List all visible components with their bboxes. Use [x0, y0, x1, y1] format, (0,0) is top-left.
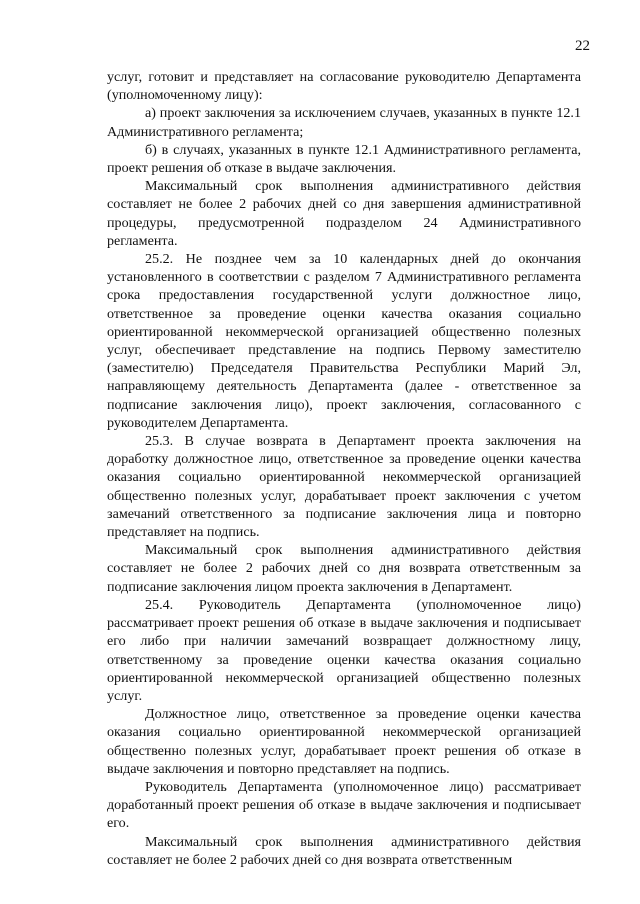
paragraph: Максимальный срок выполнения административного действия составляет не более 2 рабочих дней со дня завершения административной процедуры, предусмотренной подразделом 24 Административного регламента.	[107, 178, 581, 249]
paragraph: Максимальный срок выполнения административного действия составляет не более 2 рабочих дней со дня возврата ответственным за подписание заключения лицом проекта заключения в Департамент.	[107, 542, 581, 595]
page-number: 22	[575, 38, 590, 54]
paragraph: 25.2. Не позднее чем за 10 календарных дней до окончания установленного в соответствии с разделом 7 Административного регламента срока предоставления государственной услуги должностное лицо, ответственное за проведение оценки качества оказания социально ориентированной некоммерческой организацией общественно полезных услуг, обеспечивает представление на подпись Первому заместителю (заместителю) Председателя Правительства Республики Марий Эл, направляющему деятельность Департамента (далее - ответственное за подписание заключения лицо), проект заключения, согласованного с руководителем Департамента.	[107, 251, 581, 431]
paragraph: 25.3. В случае возврата в Департамент проекта заключения на доработку должностное лицо, ответственное за проведение оценки качества оказания социально ориентированной некоммерческой организацией общественно полезных услуг, дорабатывает проект заключения с учетом замечаний ответственного за подписание заключения лица и повторно представляет на подпись.	[107, 433, 581, 541]
paragraph: Должностное лицо, ответственное за проведение оценки качества оказания социально ориентированной некоммерческой организацией общественно полезных услуг, дорабатывает проект решения об отказе в выдаче заключения и повторно представляет на подпись.	[107, 706, 581, 777]
paragraph: услуг, готовит и представляет на согласование руководителю Департамента (уполномоченному лицу):	[107, 69, 581, 104]
paragraph: б) в случаях, указанных в пункте 12.1 Административного регламента, проект решения об отказе в выдаче заключения.	[107, 141, 581, 177]
paragraph: а) проект заключения за исключением случаев, указанных в пункте 12.1 Административного регламента;	[107, 105, 581, 140]
paragraph: Максимальный срок выполнения административного действия составляет не более 2 рабочих дней со дня возврата ответственным	[107, 833, 581, 868]
document-body	[107, 68, 581, 869]
paragraph: 25.4. Руководитель Департамента (уполномоченное лицо) рассматривает проект решения об отказе в выдаче заключения и подписывает его либо при наличии замечаний возвращает должностному лицу, ответственному за проведение оценки качества оказания социально ориентированной некоммерческой организацией общественно полезных услуг.	[107, 596, 581, 704]
paragraph: Руководитель Департамента (уполномоченное лицо) рассматривает доработанный проект решения об отказе в выдаче заключения и подписывает его.	[107, 778, 581, 832]
